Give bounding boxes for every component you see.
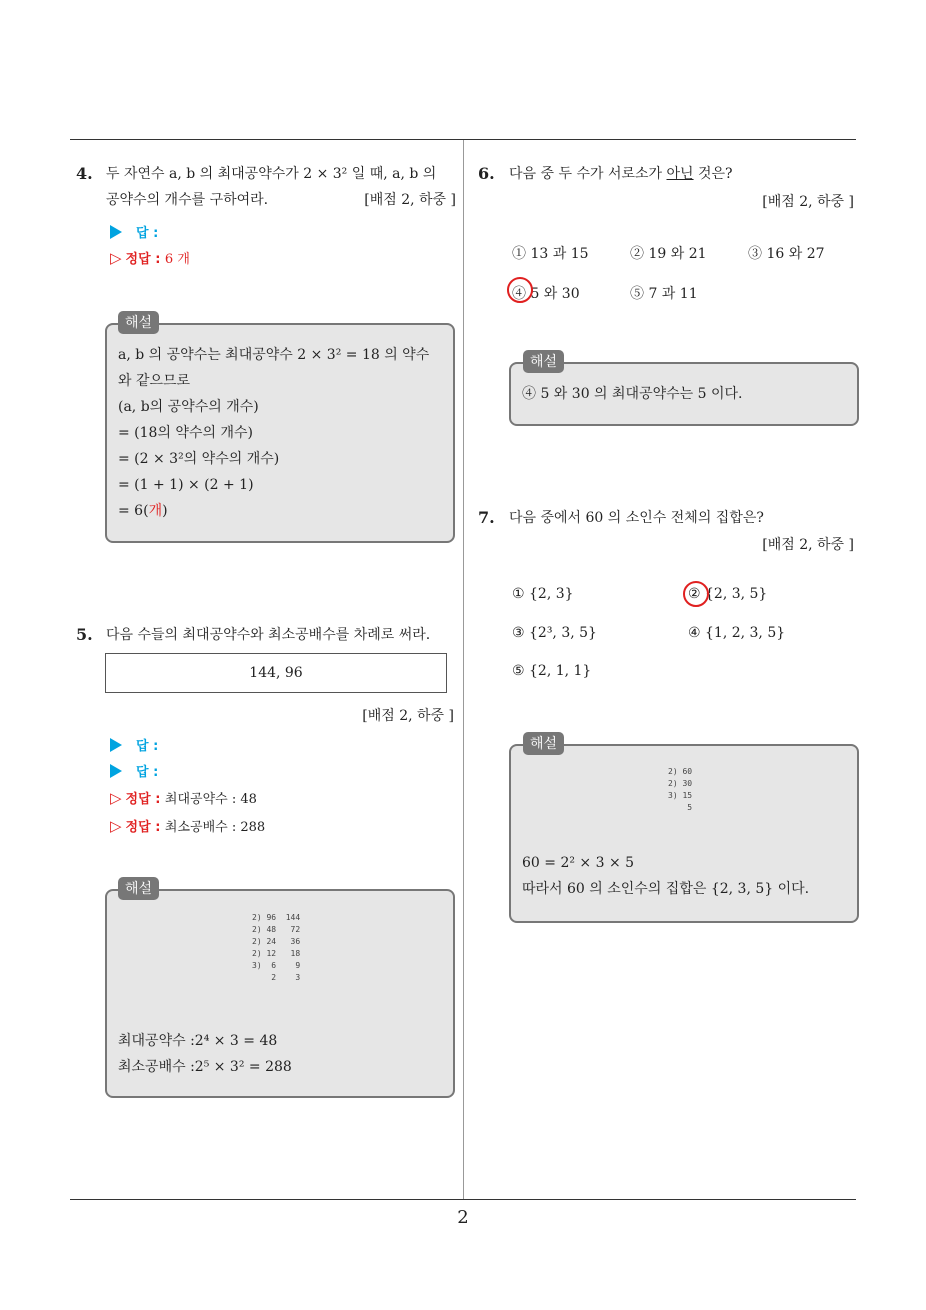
q5-given-box: 144, 96 <box>105 653 447 693</box>
q5-explanation-tag: 해설 <box>118 877 159 900</box>
q5-explanation-text <box>118 1028 448 1080</box>
q5-answer-row-1 <box>110 735 158 754</box>
column-divider <box>463 140 464 1200</box>
q4-explain-line: (a, b의 공약수의 개수) <box>118 399 259 415</box>
play-arrow-icon <box>110 738 122 752</box>
q5-answer-label: 답 : <box>136 739 159 754</box>
q6-explanation-tag: 해설 <box>523 350 564 373</box>
q7-explanation-tag: 해설 <box>523 732 564 755</box>
q4-answer-label: 답 : <box>136 226 159 241</box>
q5-number: 5. <box>76 625 93 644</box>
q5-explain-gcd: 최대공약수 :2⁴ × 3 = 48 <box>118 1033 278 1049</box>
q5-correct-row-2 <box>110 816 265 835</box>
q4-explain-result: = 6( <box>118 503 149 519</box>
q7-option-4[interactable]: ④ {1, 2, 3, 5} <box>688 625 786 641</box>
q4-explain-unit: 개 <box>148 503 163 519</box>
q7-option-5[interactable]: ⑤ {2, 1, 1} <box>512 663 592 679</box>
outline-arrow-icon: ▷ <box>110 249 122 267</box>
q6-question-underlined: 아닌 <box>666 166 694 182</box>
q6-explanation-text: ④ 5 와 30 의 최대공약수는 5 이다. <box>522 386 743 402</box>
q5-correct-label: 정답 : <box>125 792 161 807</box>
q4-explanation-tag: 해설 <box>118 311 159 334</box>
q5-answer-label: 답 : <box>136 765 159 780</box>
q6-question-part: 것은? <box>693 166 733 182</box>
q5-explain-lcm: 최소공배수 :2⁵ × 3² = 288 <box>118 1059 292 1075</box>
q4-explain-line: = (1 + 1) × (2 + 1) <box>118 477 254 493</box>
q7-explain-factorization: 60 = 2² × 3 × 5 <box>522 855 635 871</box>
q4-number: 4. <box>76 164 93 183</box>
q4-explain-line: a, b 의 공약수는 최대공약수 2 × 3² = 18 의 약수 <box>118 347 430 363</box>
q7-option-3[interactable]: ③ {2³, 3, 5} <box>512 625 597 641</box>
outline-arrow-icon: ▷ <box>110 789 122 807</box>
q6-question <box>509 161 733 187</box>
q4-question <box>106 161 456 213</box>
q6-number: 6. <box>478 164 495 183</box>
q6-option-1[interactable]: ① 13 과 15 <box>512 246 589 262</box>
q5-correct-row-1 <box>110 788 257 807</box>
q6-question-part: 다음 중 두 수가 서로소가 <box>509 166 667 182</box>
q4-question-line1: 두 자연수 a, b 의 최대공약수가 2 × 3² 일 때, a, b 의 <box>106 166 437 182</box>
q6-option-5[interactable]: ⑤ 7 과 11 <box>630 286 698 302</box>
q7-option-1[interactable]: ① {2, 3} <box>512 586 574 602</box>
q5-correct-label: 정답 : <box>125 820 161 835</box>
page-number: 2 <box>457 1207 469 1228</box>
q4-explain-line: = (18의 약수의 개수) <box>118 425 253 441</box>
q4-score: [배점 2, 하중 ] <box>364 192 456 208</box>
play-arrow-icon <box>110 225 122 239</box>
q5-score: [배점 2, 하중 ] <box>362 708 454 724</box>
q4-explain-line: 와 같으므로 <box>118 373 191 389</box>
q6-option-2[interactable]: ② 19 와 21 <box>630 246 707 262</box>
q7-explanation-text <box>522 850 852 902</box>
q4-explanation-text <box>118 342 448 524</box>
bottom-rule <box>70 1199 856 1200</box>
q7-division-ladder: 2) 60 2) 30 3) 15 5 <box>668 767 693 812</box>
q7-option-2[interactable]: ② {2, 3, 5} <box>688 586 768 602</box>
q4-answer-row <box>110 222 158 241</box>
q4-explain-close: ) <box>162 503 168 519</box>
q6-option-4[interactable]: ④ 5 와 30 <box>512 286 580 302</box>
play-arrow-icon <box>110 764 122 778</box>
q4-explain-line: = (2 × 3²의 약수의 개수) <box>118 451 280 467</box>
q4-explain-line <box>118 498 448 524</box>
q4-correct-label: 정답 : <box>125 252 161 267</box>
q7-number: 7. <box>478 508 495 527</box>
q5-correct-gcd: 최대공약수 : 48 <box>164 792 257 807</box>
outline-arrow-icon: ▷ <box>110 817 122 835</box>
q7-score: [배점 2, 하중 ] <box>762 537 854 553</box>
q5-correct-lcm: 최소공배수 : 288 <box>164 820 266 835</box>
q7-explain-conclusion: 따라서 60 의 소인수의 집합은 {2, 3, 5} 이다. <box>522 881 810 897</box>
q4-correct-row <box>110 248 190 267</box>
q7-answer-circle <box>683 581 709 607</box>
q4-question-line2: 공약수의 개수를 구하여라. <box>106 192 269 208</box>
q4-correct-value: 6 개 <box>164 252 190 267</box>
q6-score: [배점 2, 하중 ] <box>762 194 854 210</box>
q7-question: 다음 중에서 60 의 소인수 전체의 집합은? <box>509 510 764 526</box>
q6-answer-circle <box>507 277 533 303</box>
q5-answer-row-2 <box>110 761 158 780</box>
q5-question: 다음 수들의 최대공약수와 최소공배수를 차례로 써라. <box>106 627 431 643</box>
q5-division-ladder: 2) 96 144 2) 48 72 2) 24 36 2) 12 18 3) 6 9 2 3 <box>252 913 301 982</box>
q6-option-3[interactable]: ③ 16 와 27 <box>748 246 825 262</box>
